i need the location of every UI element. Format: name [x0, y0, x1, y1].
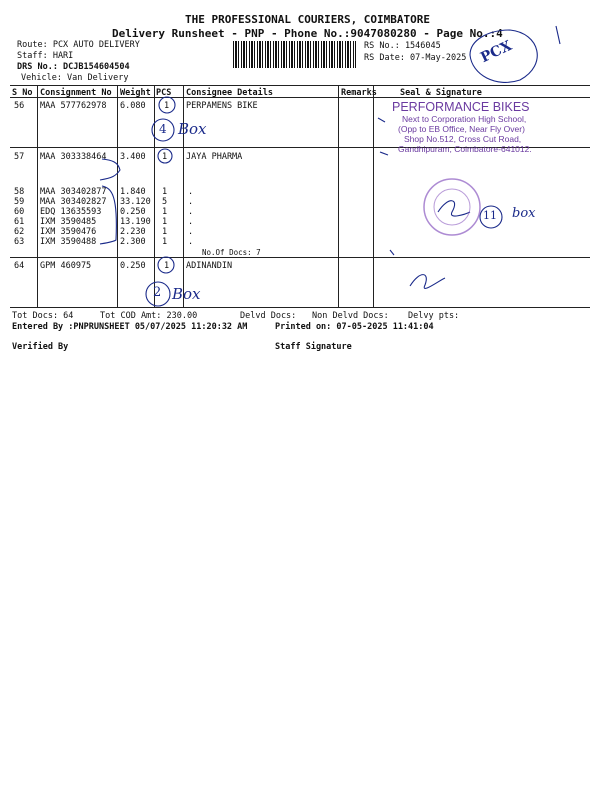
pcs: 1 [162, 152, 168, 162]
pcs: 1 [164, 101, 170, 111]
consignment-no: IXM 3590488 [40, 237, 97, 247]
pcs: 1 [162, 227, 168, 237]
weight: 6.080 [120, 101, 146, 111]
consignment-no: EDQ 13635593 [40, 207, 102, 217]
consignee: . [188, 237, 194, 247]
consignee: . [188, 207, 194, 217]
consignee: JAYA PHARMA [186, 152, 243, 162]
consignee: . [188, 187, 194, 197]
stamp-shop-name: PERFORMANCE BIKES [392, 100, 530, 114]
weight: 2.300 [120, 237, 146, 247]
handwritten-box-note: Box [178, 120, 207, 138]
rs-no: RS No.: 1546045 [364, 41, 441, 51]
route: Route: PCX AUTO DELIVERY [17, 40, 140, 50]
sno: 57 [14, 152, 25, 162]
handwritten-count: 11 [483, 209, 497, 222]
pcs: 1 [164, 261, 170, 271]
bracket-mark [100, 186, 116, 244]
sno: 63 [14, 237, 25, 247]
consignee: ADINANDIN [186, 261, 233, 271]
entered-by: Entered By :PNPRUNSHEET 05/07/2025 11:20:32 AM [12, 322, 248, 332]
handwritten-box-note: box [512, 206, 536, 221]
pen-stroke-mark [556, 26, 560, 44]
col-header-remarks: Remarks [341, 88, 377, 98]
pen-stroke-mark [378, 118, 385, 122]
consignee: . [188, 227, 194, 237]
col-header-consignment: Consignment No [40, 88, 112, 98]
stamp-address-line: Gandhipuram, Coimbatore-641012. [398, 144, 532, 154]
pcs: 1 [162, 207, 168, 217]
weight: 13.190 [120, 217, 151, 227]
drs-no: DRS No.: DCJB154604504 [17, 62, 130, 72]
pcs-circle-mark [158, 257, 174, 273]
sno: 61 [14, 217, 25, 227]
handwritten-pcx: PCX [478, 37, 515, 67]
consignment-no: MAA 303402827 [40, 197, 107, 207]
pcs: 1 [162, 237, 168, 247]
pen-stroke-mark [380, 152, 388, 155]
col-header-seal: Seal & Signature [400, 88, 482, 98]
handwritten-count: 2 [153, 285, 162, 300]
delvy-pts: Delvy pts: [408, 311, 460, 321]
consignment-no: MAA 303402877 [40, 187, 107, 197]
pcs-circle-mark [159, 97, 175, 113]
col-header-pcs: PCS [156, 88, 172, 98]
weight: 0.250 [120, 207, 146, 217]
sno: 56 [14, 101, 25, 111]
verified-by: Verified By [12, 342, 69, 352]
sno: 64 [14, 261, 25, 271]
sno: 62 [14, 227, 25, 237]
pcs: 1 [162, 187, 168, 197]
pcs-circle-mark [158, 149, 172, 163]
stamp-address-line: Next to Corporation High School, [402, 114, 527, 124]
pcs: 1 [162, 217, 168, 227]
consignment-no: MAA 303338464 [40, 152, 107, 162]
tot-cod-amt: Tot COD Amt: 230.00 [100, 311, 198, 321]
round-seal [420, 175, 484, 239]
handwritten-count: 4 [159, 122, 167, 136]
sno: 60 [14, 207, 25, 217]
weight: 0.250 [120, 261, 146, 271]
weight: 33.120 [120, 197, 151, 207]
consignment-no: IXM 3590485 [40, 217, 97, 227]
weight: 2.230 [120, 227, 146, 237]
vehicle: Vehicle: Van Delivery [21, 73, 129, 83]
col-header-sno: S No [12, 88, 33, 98]
company-name: THE PROFESSIONAL COURIERS, COIMBATORE [185, 13, 431, 26]
staff-signature: Staff Signature [275, 342, 352, 352]
handwritten-box-note: Box [172, 285, 201, 303]
rs-date: RS Date: 07-May-2025 [364, 53, 467, 63]
delvd-docs: Delvd Docs: [240, 311, 297, 321]
bracket-mark [100, 159, 120, 180]
sno: 59 [14, 197, 25, 207]
staff: Staff: HARI [17, 51, 74, 61]
consignee: . [188, 217, 194, 227]
signature-mark [410, 275, 445, 289]
sno: 58 [14, 187, 25, 197]
runsheet-subtitle: Delivery Runsheet - PNP - Phone No.:9047080280 - Page No.:4 [112, 27, 503, 40]
non-delvd-docs: Non Delvd Docs: [312, 311, 389, 321]
no-of-docs: No.Of Docs: 7 [202, 248, 261, 257]
pen-stroke-mark [390, 250, 394, 255]
consignment-no: IXM 3590476 [40, 227, 97, 237]
col-header-consignee: Consignee Details [186, 88, 273, 98]
tot-docs: Tot Docs: 64 [12, 311, 74, 321]
consignment-no: GPM 460975 [40, 261, 92, 271]
printed-on: Printed on: 07-05-2025 11:41:04 [275, 322, 434, 332]
consignee: . [188, 197, 194, 207]
stamp-address-line: (Opp to EB Office, Near Fly Over) [398, 124, 525, 134]
col-header-weight: Weight [120, 88, 151, 98]
stamp-address-line: Shop No.512, Cross Cut Road, [404, 134, 522, 144]
pcs: 5 [162, 197, 168, 207]
weight: 3.400 [120, 152, 146, 162]
weight: 1.840 [120, 187, 146, 197]
consignee: PERPAMENS BIKE [186, 101, 258, 111]
consignment-no: MAA 577762978 [40, 101, 107, 111]
